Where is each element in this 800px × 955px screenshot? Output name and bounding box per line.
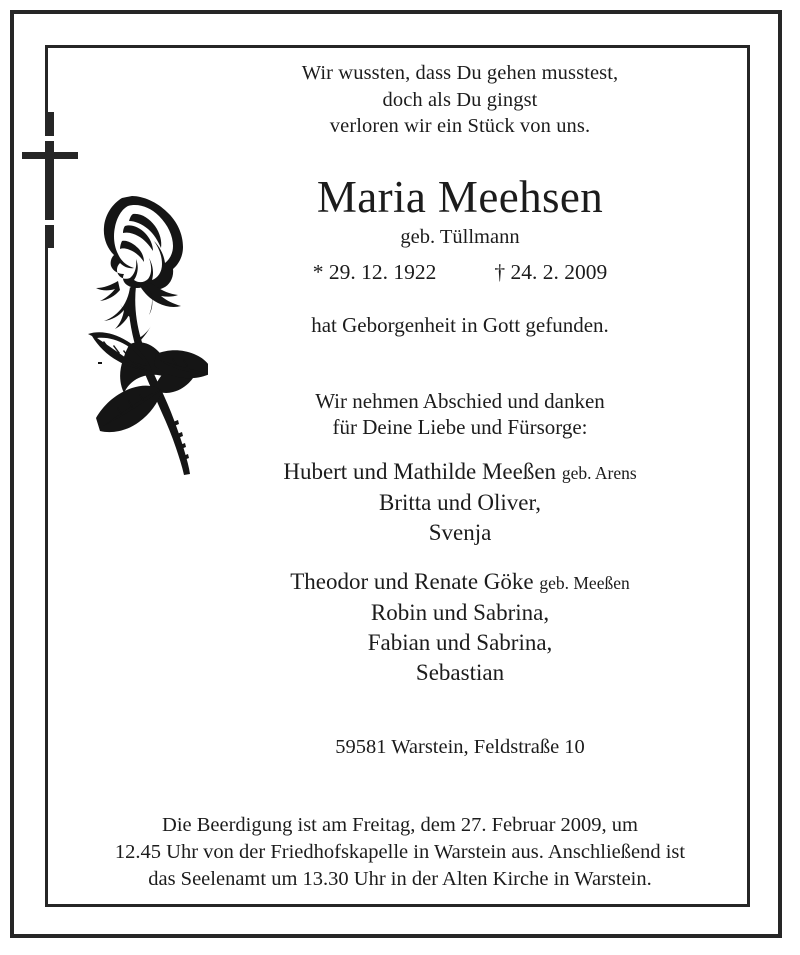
thanks-line: Wir nehmen Abschied und danken [315,388,605,413]
thanks-line: für Deine Liebe und Fürsorge: [332,415,588,439]
family-group [215,457,705,548]
epigraph [215,60,705,140]
death-date: † 24. 2. 2009 [494,259,608,284]
cross-frame-notch-bottom [45,220,56,225]
latin-cross-icon [22,112,78,248]
consolation-line: hat Geborgenheit in Gott gefunden. [311,312,609,337]
deceased-maiden-name: geb. Tüllmann [400,225,520,248]
family-member-line: Sebastian [415,659,505,685]
family-member-line: Robin und Sabrina, [370,599,550,625]
epigraph-line: verloren wir ein Stück von uns. [329,115,591,137]
funeral-paragraph [60,812,740,893]
funeral-line: Die Beerdigung ist am Freitag, dem 27. Februar 2009, um [162,814,638,836]
birth-date: * 29. 12. 1922 [312,259,437,284]
family-member-line: Fabian und Sabrina, [367,629,553,655]
family-head-line [215,457,705,488]
life-dates [215,259,705,286]
funeral-line: das Seelenamt um 13.30 Uhr in der Alten Kirche in Warstein. [148,868,652,890]
family-group [215,567,705,688]
family-head-name: Theodor und Renate Göke [290,568,534,594]
family-head-line [215,567,705,598]
thanks-block [215,388,705,441]
rose-illustration [78,186,208,478]
cross-frame-notch-top [45,136,56,141]
cross-horizontal-bar [22,152,78,159]
epigraph-line: Wir wussten, dass Du gehen musstest, [301,62,619,84]
family-head-maiden-name: geb. Arens [561,462,637,483]
notice-text-column [215,60,705,760]
funeral-line: 12.45 Uhr von der Friedhofskapelle in Warstein aus. Anschließend ist [114,841,686,863]
funeral-details [60,812,740,893]
family-member-line: Britta und Oliver, [379,489,541,515]
deceased-name: Maria Meehsen [316,171,604,222]
epigraph-line: doch als Du gingst [382,88,538,111]
cross-vertical-bar [47,112,54,248]
address-line: 59581 Warstein, Feldstraße 10 [335,735,585,758]
family-member-line: Svenja [428,519,492,545]
family-head-name: Hubert und Mathilde Meeßen [283,458,557,484]
family-head-maiden-name: geb. Meeßen [539,572,630,593]
